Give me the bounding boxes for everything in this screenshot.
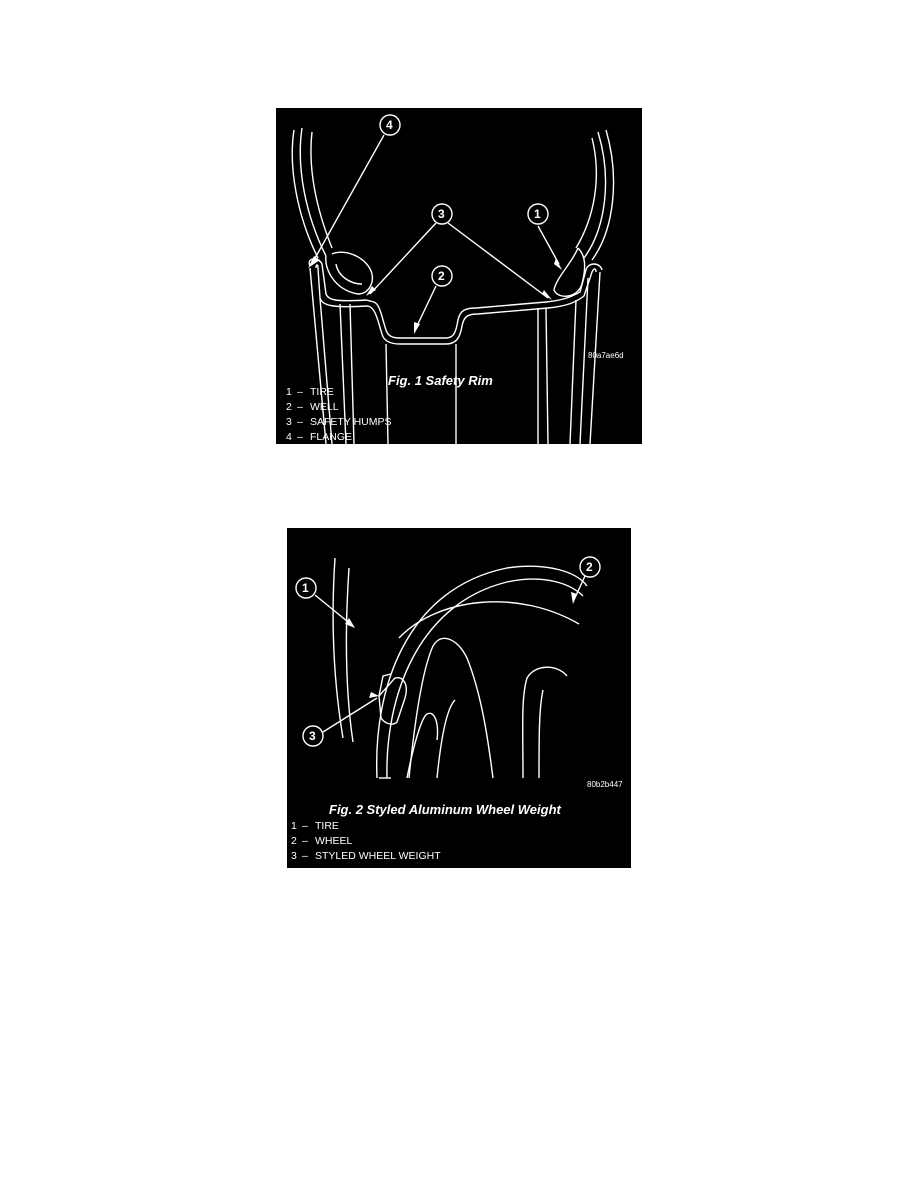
legend-item: 4 – FLANGE — [286, 431, 353, 443]
figure-code: 80a7ae6d — [588, 351, 624, 360]
figure-code: 80b2b447 — [587, 780, 623, 789]
legend-item: 2 – WHEEL — [291, 835, 353, 847]
figure-legend — [286, 385, 392, 444]
legend-item: 3 – STYLED WHEEL WEIGHT — [291, 850, 441, 862]
callout-label-2: 2 — [438, 269, 445, 283]
legend-item: 1 – TIRE — [291, 820, 339, 832]
legend-item: 3 – SAFETY HUMPS — [286, 416, 392, 428]
wheel-weight-illustration — [287, 528, 631, 868]
callout-label-3: 3 — [438, 207, 445, 221]
figure-legend — [291, 819, 441, 864]
callout-label-4: 4 — [386, 118, 393, 132]
legend-item: 2 – WELL — [286, 401, 339, 413]
callout-label-2: 2 — [586, 560, 593, 574]
callout-label-1: 1 — [534, 207, 541, 221]
figure-caption: Fig. 2 Styled Aluminum Wheel Weight — [329, 802, 561, 817]
callout-label-1: 1 — [302, 581, 309, 595]
figure-safety-rim — [276, 108, 642, 444]
figure-caption: Fig. 1 Safety Rim — [388, 373, 493, 388]
figure-wheel-weight — [287, 528, 631, 868]
callout-label-3: 3 — [309, 729, 316, 743]
legend-item: 1 – TIRE — [286, 386, 334, 398]
